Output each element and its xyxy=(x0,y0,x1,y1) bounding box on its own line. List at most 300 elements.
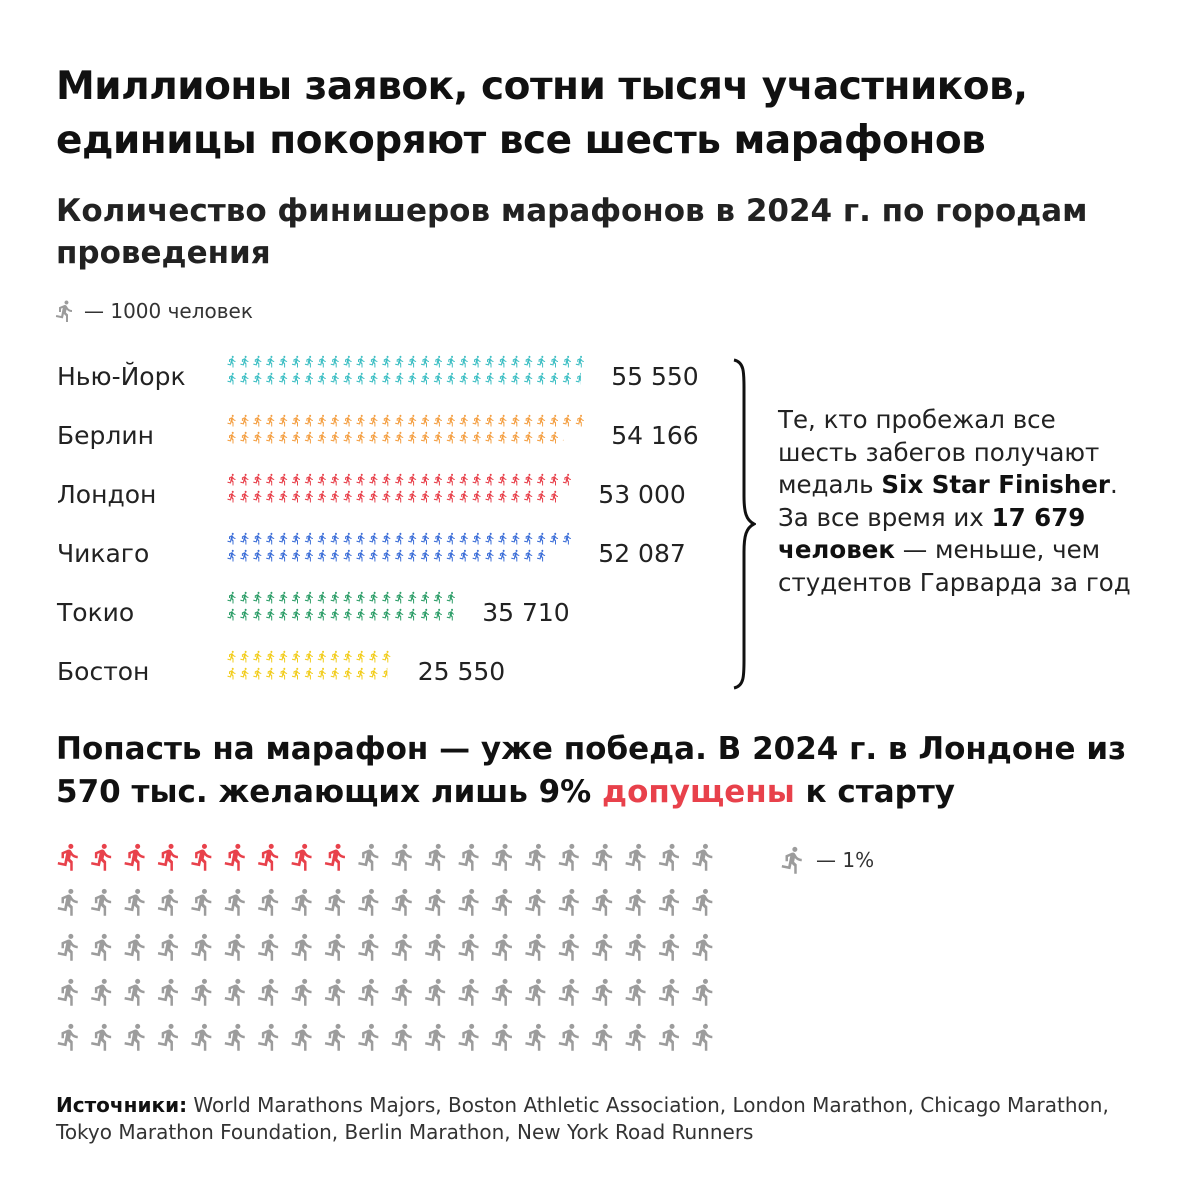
runner-mark xyxy=(266,668,274,680)
runner-mark xyxy=(279,668,287,680)
runner-mark xyxy=(253,592,261,604)
runner-mark xyxy=(692,844,712,871)
runner-mark xyxy=(291,889,311,916)
runner-mark xyxy=(91,934,111,961)
runner-mark xyxy=(524,432,532,444)
pictogram-bar xyxy=(226,590,462,626)
runner-mark xyxy=(395,491,403,503)
runner-mark xyxy=(240,432,248,444)
runner-mark xyxy=(382,533,390,545)
runner-mark xyxy=(356,474,364,486)
runner-mark xyxy=(395,373,403,385)
runner-mark xyxy=(485,356,493,368)
runner-mark xyxy=(473,415,481,427)
runner-mark xyxy=(525,889,545,916)
runner-mark xyxy=(253,550,261,562)
runner-mark xyxy=(266,415,274,427)
runner-mark xyxy=(253,474,261,486)
runner-mark xyxy=(227,474,235,486)
runner-mark xyxy=(356,373,364,385)
runner-mark xyxy=(382,491,390,503)
runner-mark xyxy=(434,432,442,444)
runner-mark xyxy=(158,889,178,916)
runner-mark xyxy=(369,592,377,604)
runner-mark xyxy=(421,373,429,385)
runner-mark xyxy=(511,373,519,385)
runner-mark xyxy=(563,533,571,545)
runner-mark xyxy=(485,491,493,503)
runner-mark xyxy=(344,415,352,427)
runner-mark xyxy=(292,356,300,368)
data-label: 55 550 xyxy=(611,362,699,391)
admitted-runner-mark xyxy=(91,844,111,871)
runner-mark xyxy=(191,889,211,916)
runner-mark xyxy=(292,432,300,444)
runner-mark xyxy=(382,356,390,368)
runner-mark xyxy=(240,491,248,503)
runner-mark xyxy=(395,533,403,545)
runner-mark xyxy=(318,668,326,680)
runner-mark xyxy=(524,550,532,562)
note-text-2: . За все время их xyxy=(778,470,1118,532)
heading-text-2: к старту xyxy=(794,774,956,810)
runner-mark xyxy=(158,979,178,1006)
runner-mark xyxy=(408,609,416,621)
london-heading xyxy=(56,728,1156,814)
runner-mark xyxy=(447,373,455,385)
runner-mark xyxy=(240,609,248,621)
runner-mark xyxy=(305,432,313,444)
runner-mark xyxy=(227,668,235,680)
city-row xyxy=(0,354,760,404)
runner-mark xyxy=(331,533,339,545)
runner-mark xyxy=(318,550,326,562)
runner-mark xyxy=(279,609,287,621)
runner-mark xyxy=(434,592,442,604)
runner-mark xyxy=(227,550,235,562)
runner-mark xyxy=(498,415,506,427)
runner-mark xyxy=(395,592,403,604)
runner-mark xyxy=(458,844,478,871)
runner-mark xyxy=(563,432,571,444)
pictogram-bar xyxy=(226,649,398,685)
runner-mark xyxy=(279,550,287,562)
runner-mark xyxy=(279,415,287,427)
runner-mark xyxy=(537,533,545,545)
runner-mark xyxy=(227,651,235,663)
runner-mark xyxy=(382,474,390,486)
runner-mark xyxy=(382,592,390,604)
runner-mark xyxy=(473,356,481,368)
runner-mark xyxy=(266,609,274,621)
runner-mark xyxy=(511,533,519,545)
runner-mark xyxy=(485,432,493,444)
runner-mark xyxy=(358,844,378,871)
runner-mark xyxy=(91,889,111,916)
runner-mark xyxy=(124,979,144,1006)
runner-mark xyxy=(240,474,248,486)
runner-mark xyxy=(537,491,545,503)
runner-mark xyxy=(421,533,429,545)
runner-mark xyxy=(447,550,455,562)
runner-mark xyxy=(344,592,352,604)
runner-mark xyxy=(240,651,248,663)
runner-mark xyxy=(592,889,612,916)
runner-mark xyxy=(344,373,352,385)
runner-mark xyxy=(331,592,339,604)
runner-mark xyxy=(58,934,78,961)
runner-mark xyxy=(305,533,313,545)
runner-mark xyxy=(525,1024,545,1051)
runner-mark xyxy=(550,550,558,562)
runner-mark xyxy=(625,844,645,871)
runner-mark xyxy=(305,651,313,663)
runner-mark xyxy=(305,550,313,562)
runner-mark xyxy=(659,1024,679,1051)
runner-mark xyxy=(382,373,390,385)
six-star-note xyxy=(778,404,1138,599)
runner-mark xyxy=(395,609,403,621)
runner-mark xyxy=(305,491,313,503)
runner-mark xyxy=(425,844,445,871)
runner-mark xyxy=(124,889,144,916)
runner-mark xyxy=(253,491,261,503)
runner-mark xyxy=(408,550,416,562)
runner-mark xyxy=(331,651,339,663)
runner-mark xyxy=(492,979,512,1006)
sources-text: World Marathons Majors, Boston Athletic Association, London Marathon, Chicago Marathon, Tokyo Marathon Foundation, Berlin Marathon, New York Road Runners xyxy=(56,1093,1109,1144)
runner-mark xyxy=(559,844,579,871)
runner-mark xyxy=(356,651,364,663)
runner-mark xyxy=(344,533,352,545)
runner-mark xyxy=(305,609,313,621)
runner-mark xyxy=(369,533,377,545)
runner-mark xyxy=(408,474,416,486)
finishers-legend xyxy=(54,296,253,326)
runner-mark xyxy=(253,356,261,368)
runner-mark xyxy=(460,432,468,444)
runner-mark xyxy=(227,491,235,503)
runner-mark xyxy=(344,651,352,663)
city-row xyxy=(0,413,760,463)
runner-mark xyxy=(525,844,545,871)
runner-mark xyxy=(524,373,532,385)
runner-mark xyxy=(266,592,274,604)
runner-mark xyxy=(318,609,326,621)
runner-mark xyxy=(240,592,248,604)
runner-mark xyxy=(592,934,612,961)
runner-mark xyxy=(191,934,211,961)
category-label: Нью-Йорк xyxy=(57,362,186,391)
runner-mark xyxy=(225,979,245,1006)
admitted-runner-mark xyxy=(258,844,278,871)
runner-mark xyxy=(266,356,274,368)
runner-mark xyxy=(344,474,352,486)
city-row xyxy=(0,590,760,640)
pictogram-bar xyxy=(226,413,591,449)
runner-mark xyxy=(408,415,416,427)
runner-mark xyxy=(421,474,429,486)
runner-mark xyxy=(498,356,506,368)
runner-mark xyxy=(473,533,481,545)
heading-text-1: Попасть на марафон — уже победа. В 2024 г. в Лондоне из 570 тыс. желающих лишь 9% xyxy=(56,731,1127,810)
runner-mark xyxy=(659,934,679,961)
runner-mark xyxy=(253,373,261,385)
runner-mark xyxy=(395,415,403,427)
runner-mark xyxy=(305,356,313,368)
runner-mark xyxy=(408,592,416,604)
runner-mark xyxy=(485,474,493,486)
runner-mark xyxy=(395,550,403,562)
runner-mark xyxy=(253,668,261,680)
runner-mark xyxy=(460,356,468,368)
runner-mark xyxy=(425,979,445,1006)
runner-mark xyxy=(659,979,679,1006)
runner-mark xyxy=(625,1024,645,1051)
runner-mark xyxy=(458,889,478,916)
runner-mark xyxy=(318,356,326,368)
admitted-runner-mark xyxy=(191,844,211,871)
runner-mark xyxy=(292,651,300,663)
runner-mark xyxy=(550,356,558,368)
runner-mark xyxy=(331,609,339,621)
runner-mark xyxy=(659,889,679,916)
runner-mark xyxy=(485,550,493,562)
sources-label: Источники: xyxy=(56,1093,188,1117)
runner-mark xyxy=(434,474,442,486)
runner-mark xyxy=(460,474,468,486)
runner-mark xyxy=(292,474,300,486)
runner-mark xyxy=(331,373,339,385)
runner-mark xyxy=(492,1024,512,1051)
runner-mark xyxy=(485,373,493,385)
runner-mark xyxy=(356,668,364,680)
runner-mark xyxy=(473,373,481,385)
runner-mark xyxy=(318,491,326,503)
runner-mark xyxy=(266,533,274,545)
runner-mark xyxy=(498,474,506,486)
runner-mark xyxy=(392,844,412,871)
runner-mark xyxy=(659,844,679,871)
runner-mark xyxy=(382,415,390,427)
runner-mark xyxy=(318,373,326,385)
runner-mark xyxy=(356,550,364,562)
runner-mark xyxy=(485,533,493,545)
runner-mark xyxy=(279,651,287,663)
runner-mark xyxy=(434,356,442,368)
runner-mark xyxy=(434,491,442,503)
runner-mark xyxy=(124,1024,144,1051)
runner-mark xyxy=(485,415,493,427)
runner-mark xyxy=(344,432,352,444)
runner-mark xyxy=(331,415,339,427)
runner-mark xyxy=(369,550,377,562)
runner-mark xyxy=(331,474,339,486)
pictogram-bar xyxy=(226,531,578,567)
runner-mark xyxy=(408,533,416,545)
runner-mark xyxy=(447,474,455,486)
runner-mark xyxy=(692,934,712,961)
runner-mark xyxy=(537,432,545,444)
chart-title: Количество финишеров марафонов в 2024 г. по городам проведения xyxy=(56,193,1088,271)
runner-mark xyxy=(576,356,584,368)
runner-mark xyxy=(318,432,326,444)
runner-mark xyxy=(425,1024,445,1051)
runner-mark xyxy=(344,609,352,621)
runner-mark xyxy=(447,432,455,444)
runner-mark xyxy=(408,491,416,503)
runner-mark xyxy=(458,1024,478,1051)
runner-mark xyxy=(318,533,326,545)
runner-mark xyxy=(369,609,377,621)
category-label: Бостон xyxy=(57,657,150,686)
runner-mark xyxy=(421,415,429,427)
runner-mark xyxy=(318,651,326,663)
data-label: 35 710 xyxy=(482,598,570,627)
runner-mark xyxy=(460,550,468,562)
runner-mark xyxy=(563,356,571,368)
runner-mark xyxy=(279,373,287,385)
runner-mark xyxy=(550,432,558,444)
runner-mark xyxy=(434,609,442,621)
runner-mark xyxy=(550,491,558,503)
runner-mark xyxy=(279,533,287,545)
runner-mark xyxy=(369,356,377,368)
runner-mark xyxy=(292,609,300,621)
runner-mark xyxy=(524,356,532,368)
runner-mark xyxy=(473,474,481,486)
runner-mark xyxy=(225,889,245,916)
runner-mark xyxy=(344,668,352,680)
runner-mark xyxy=(305,373,313,385)
page-title: Миллионы заявок, сотни тысяч участников, единицы покоряют все шесть марафонов xyxy=(56,64,1028,163)
runner-mark xyxy=(511,356,519,368)
london-percent-grid xyxy=(54,842,726,1062)
runner-mark xyxy=(258,979,278,1006)
runner-mark xyxy=(258,1024,278,1051)
runner-mark xyxy=(395,432,403,444)
runner-mark xyxy=(525,934,545,961)
runner-mark xyxy=(227,356,235,368)
city-row xyxy=(0,531,760,581)
runner-mark xyxy=(425,934,445,961)
legend-unit-label: — 1000 человек xyxy=(84,299,253,323)
runner-mark xyxy=(592,1024,612,1051)
runner-mark xyxy=(559,1024,579,1051)
runner-mark xyxy=(382,668,390,680)
runner-mark xyxy=(240,550,248,562)
runner-mark xyxy=(325,1024,345,1051)
runner-mark xyxy=(447,415,455,427)
runner-mark xyxy=(382,609,390,621)
note-text-3: — меньше, чем студентов Гарварда за год xyxy=(778,535,1131,597)
runner-mark xyxy=(559,979,579,1006)
runner-mark xyxy=(559,889,579,916)
runner-mark xyxy=(408,356,416,368)
runner-mark xyxy=(576,373,584,385)
runner-mark xyxy=(292,668,300,680)
runner-mark xyxy=(460,491,468,503)
runner-mark xyxy=(392,934,412,961)
sources xyxy=(56,1092,1156,1146)
runner-mark xyxy=(369,491,377,503)
category-label: Берлин xyxy=(57,421,154,450)
runner-mark xyxy=(524,474,532,486)
runner-mark xyxy=(253,432,261,444)
runner-mark xyxy=(279,356,287,368)
brace-icon xyxy=(726,356,756,692)
runner-mark xyxy=(227,533,235,545)
pictogram-bar xyxy=(226,472,578,508)
runner-mark xyxy=(91,979,111,1006)
pictogram-bar xyxy=(226,354,591,390)
runner-mark xyxy=(511,432,519,444)
runner-mark xyxy=(358,979,378,1006)
runner-mark xyxy=(498,550,506,562)
runner-mark xyxy=(524,533,532,545)
runner-mark xyxy=(253,609,261,621)
runner-mark xyxy=(473,432,481,444)
runner-mark xyxy=(692,1024,712,1051)
runner-mark xyxy=(559,934,579,961)
runner-mark xyxy=(356,592,364,604)
runner-mark xyxy=(191,1024,211,1051)
note-count: 17 679 человек xyxy=(778,502,1086,564)
runner-mark xyxy=(421,356,429,368)
runner-mark xyxy=(266,373,274,385)
runner-mark xyxy=(460,373,468,385)
runner-mark xyxy=(369,415,377,427)
runner-mark xyxy=(537,415,545,427)
runner-mark xyxy=(356,609,364,621)
runner-mark xyxy=(447,592,455,604)
runner-mark xyxy=(369,651,377,663)
runner-mark xyxy=(692,889,712,916)
runner-mark xyxy=(392,889,412,916)
runner-mark xyxy=(240,373,248,385)
runner-mark xyxy=(421,432,429,444)
runner-mark xyxy=(318,415,326,427)
runner-mark xyxy=(279,474,287,486)
runner-mark xyxy=(498,432,506,444)
runner-mark xyxy=(279,592,287,604)
runner-mark xyxy=(550,533,558,545)
runner-mark xyxy=(473,491,481,503)
runner-mark xyxy=(253,651,261,663)
runner-mark xyxy=(266,432,274,444)
data-label: 53 000 xyxy=(598,480,686,509)
runner-mark xyxy=(58,889,78,916)
heading-highlight: допущены xyxy=(602,774,795,810)
runner-mark xyxy=(225,934,245,961)
runner-mark xyxy=(240,415,248,427)
finishers-pictogram-chart xyxy=(0,340,760,710)
runner-icon xyxy=(54,296,76,326)
runner-mark xyxy=(331,432,339,444)
runner-mark xyxy=(524,415,532,427)
runner-mark xyxy=(382,432,390,444)
runner-mark xyxy=(447,609,455,621)
admitted-runner-mark xyxy=(158,844,178,871)
runner-mark xyxy=(331,550,339,562)
runner-mark xyxy=(625,889,645,916)
runner-mark xyxy=(625,979,645,1006)
runner-mark xyxy=(421,550,429,562)
runner-mark xyxy=(395,474,403,486)
runner-mark xyxy=(563,415,571,427)
runner-mark xyxy=(358,889,378,916)
runner-mark xyxy=(266,550,274,562)
